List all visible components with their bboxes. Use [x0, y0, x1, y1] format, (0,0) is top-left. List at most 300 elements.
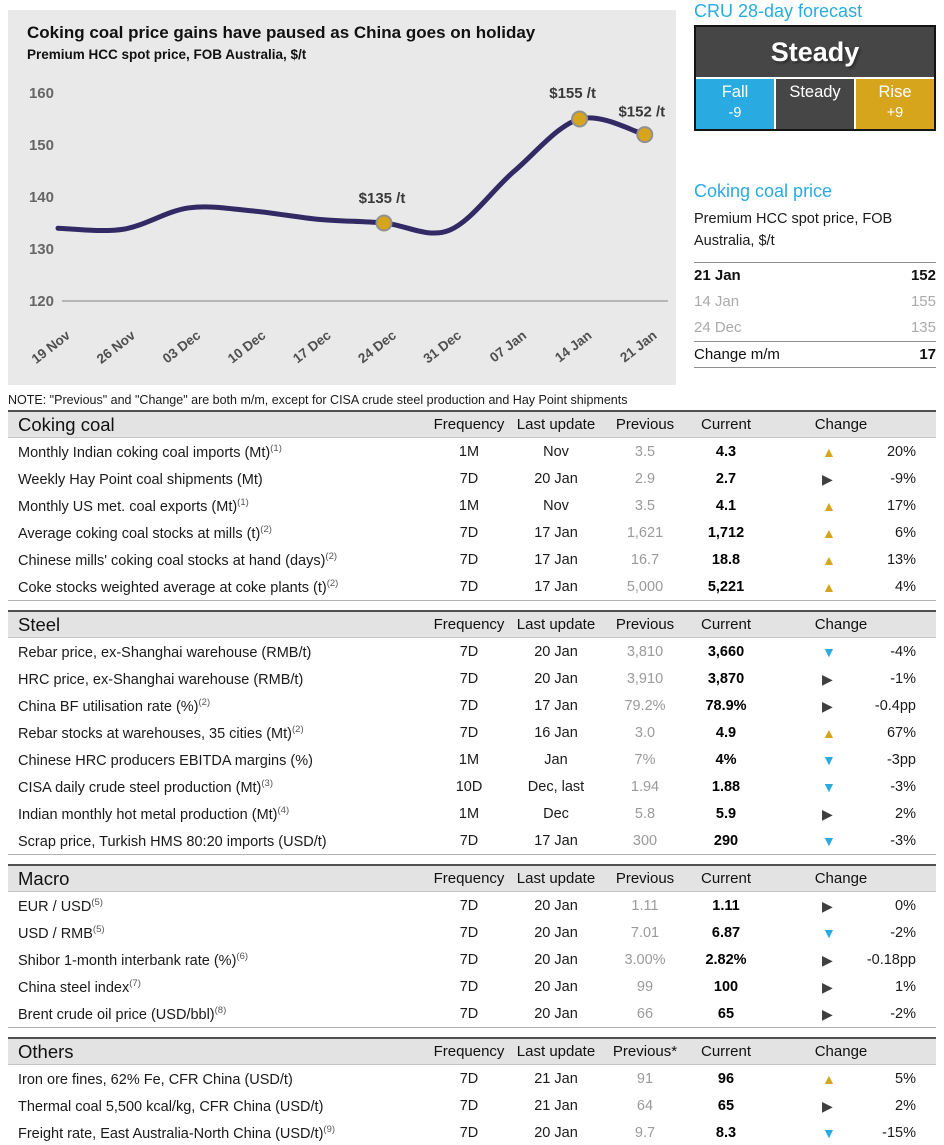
- metric-label: Rebar stocks at warehouses, 35 cities $(Mt)^{(2)}$: [18, 723, 304, 742]
- change-value: 17%: [886, 497, 916, 514]
- y-tick-label: 120: [28, 293, 54, 310]
- change-value: -9%: [890, 470, 916, 487]
- data-point-label: $155 /t: [549, 85, 596, 102]
- x-tick-label: 26 Nov: [93, 327, 139, 367]
- change-up-icon: ▲: [822, 524, 836, 541]
- previous-value: 3.0: [634, 724, 656, 741]
- metric-label: Weekly Hay Point coal shipments (Mt): [18, 471, 263, 488]
- x-tick-label: 14 Jan: [552, 327, 595, 366]
- change-cell: [766, 644, 936, 660]
- price-row: [694, 263, 936, 289]
- change-flat-icon: ▶: [822, 697, 833, 714]
- current-value: 4.9: [715, 724, 737, 741]
- y-tick-label: 160: [28, 85, 54, 102]
- chart-title: Coking coal price gains have paused as China goes on holiday: [27, 23, 536, 42]
- frequency-value: 10D: [455, 778, 483, 795]
- column-header-frequency: Frequency: [433, 870, 505, 887]
- table-row: [8, 1092, 936, 1119]
- current-value: 78.9%: [705, 697, 747, 714]
- change-value: -15%: [882, 1124, 916, 1141]
- table-row: [8, 465, 936, 492]
- change-value: -3pp: [886, 751, 916, 768]
- last-update-value: 20 Jan: [534, 670, 578, 687]
- change-down-icon: ▼: [822, 924, 836, 941]
- current-value: 4.3: [715, 443, 737, 460]
- current-value: 5,221: [707, 578, 745, 595]
- section-title: Macro: [18, 867, 70, 889]
- previous-value: 9.7: [634, 1124, 656, 1141]
- change-cell: [766, 444, 936, 460]
- change-up-icon: ▲: [822, 551, 836, 568]
- footnote-ref: (2): [326, 577, 339, 589]
- metrics-tables: [8, 410, 936, 1145]
- price-row-label: 21 Jan: [694, 267, 741, 285]
- section-body: [8, 638, 936, 854]
- price-row-value: 155: [910, 293, 936, 311]
- forecast-cell-steady: [776, 79, 854, 129]
- previous-value: 79.2%: [624, 697, 666, 714]
- current-value: 2.82%: [705, 951, 747, 968]
- x-tick-label: 17 Dec: [290, 327, 334, 367]
- price-row-label: Change m/m: [694, 345, 780, 363]
- frequency-value: 7D: [459, 470, 479, 487]
- section-title: Steel: [18, 613, 61, 635]
- frequency-value: 7D: [459, 1005, 479, 1022]
- previous-value: 3.00%: [624, 951, 666, 968]
- metric-label: Indian monthly hot metal production $(Mt)^{(4)}$: [18, 804, 290, 823]
- current-value: 8.3: [715, 1124, 737, 1141]
- price-chart-panel: [8, 10, 676, 385]
- current-value: 96: [717, 1070, 735, 1087]
- change-cell: [766, 498, 936, 514]
- last-update-value: Nov: [543, 443, 569, 460]
- x-tick-label: 24 Dec: [355, 327, 399, 367]
- change-value: 0%: [895, 897, 916, 914]
- change-up-icon: ▲: [822, 497, 836, 514]
- price-row-label: 14 Jan: [694, 293, 740, 311]
- change-up-icon: ▲: [822, 443, 836, 460]
- last-update-value: 17 Jan: [534, 578, 578, 595]
- footnote: NOTE: "Previous" and "Change" are both m/m, except for CISA crude steel production and Hay Point shipments: [8, 393, 628, 407]
- y-tick-label: 150: [28, 137, 54, 154]
- forecast-cell-label: Steady: [789, 83, 841, 101]
- forecast-heading: CRU 28-day forecast: [694, 1, 863, 21]
- footnote-ref: (2): [292, 723, 304, 735]
- current-value: 3,870: [707, 670, 745, 687]
- forecast-cell-label: Fall: [721, 83, 749, 101]
- previous-value: 1,621: [626, 524, 664, 541]
- price-panel-heading: Coking coal price: [694, 181, 833, 201]
- change-flat-icon: ▶: [822, 1097, 833, 1114]
- last-update-value: 20 Jan: [534, 1005, 578, 1022]
- change-cell: [766, 671, 936, 687]
- change-cell: [766, 952, 936, 968]
- column-header-last-update: Last update: [516, 416, 596, 433]
- table-row: [8, 665, 936, 692]
- change-down-icon: ▼: [822, 778, 836, 795]
- column-header-current: Current: [700, 870, 752, 887]
- change-value: 1%: [895, 978, 916, 995]
- column-header-change: Change: [814, 870, 868, 887]
- table-row: [8, 546, 936, 573]
- column-header-previous: Previous: [615, 416, 675, 433]
- last-update-value: 20 Jan: [534, 470, 578, 487]
- footnote-ref: (9): [323, 1123, 336, 1135]
- change-value: 6%: [895, 524, 916, 541]
- column-header-frequency: Frequency: [433, 616, 505, 633]
- metrics-section: [8, 610, 936, 855]
- chart-subtitle: Premium HCC spot price, FOB Australia, $/t: [27, 47, 307, 62]
- previous-value: 300: [632, 832, 658, 849]
- table-row: [8, 946, 936, 973]
- change-cell: [766, 806, 936, 822]
- change-cell: [766, 1006, 936, 1022]
- current-value: 18.8: [711, 551, 741, 568]
- change-up-icon: ▲: [822, 1070, 836, 1087]
- x-tick-label: 21 Jan: [617, 327, 660, 366]
- change-flat-icon: ▶: [822, 978, 833, 995]
- previous-value: 3,810: [626, 643, 664, 660]
- previous-value: 7.01: [630, 924, 660, 941]
- forecast-cells: [696, 79, 934, 129]
- section-header-row: [8, 410, 936, 438]
- change-value: -2%: [890, 1005, 916, 1022]
- change-cell: [766, 1098, 936, 1114]
- top-region: [0, 0, 944, 388]
- x-tick-label: 19 Nov: [28, 327, 73, 367]
- change-cell: [766, 1071, 936, 1087]
- table-row: [8, 1119, 936, 1145]
- frequency-value: 7D: [459, 1070, 479, 1087]
- change-cell: [766, 752, 936, 768]
- metric-label: CISA daily crude steel production $(Mt)^{(3)}$: [18, 777, 274, 796]
- frequency-value: 7D: [459, 924, 479, 941]
- previous-value: 66: [636, 1005, 654, 1022]
- section-header-row: [8, 610, 936, 638]
- metric-label: Freight rate, East Australia-North China $(USD/t)^{(9)}$: [18, 1123, 336, 1142]
- change-cell: [766, 1125, 936, 1141]
- forecast-cell-fall: [696, 79, 774, 129]
- change-flat-icon: ▶: [822, 951, 833, 968]
- current-value: 3,660: [707, 643, 745, 660]
- change-value: -4%: [890, 643, 916, 660]
- change-value: -2%: [890, 924, 916, 941]
- previous-value: 91: [636, 1070, 654, 1087]
- data-point-marker: [572, 112, 587, 127]
- footnote-ref: (6): [236, 950, 249, 962]
- footnote-ref: (1): [237, 496, 249, 508]
- y-tick-label: 130: [28, 241, 54, 258]
- metric-label: Average coking coal stocks at mills $(t)^{(2)}$: [18, 523, 272, 542]
- table-row: [8, 1000, 936, 1027]
- column-header-previous: Previous*: [612, 1043, 678, 1060]
- change-value: 4%: [895, 578, 916, 595]
- price-row-value: 17: [919, 345, 936, 363]
- price-row-value: 135: [910, 319, 936, 337]
- forecast-cell-label: Rise: [878, 83, 912, 101]
- change-up-icon: ▲: [822, 578, 836, 595]
- frequency-value: 7D: [459, 578, 479, 595]
- change-cell: [766, 725, 936, 741]
- section-body: [8, 438, 936, 600]
- footnote-ref: (8): [214, 1004, 227, 1016]
- table-row: [8, 919, 936, 946]
- current-value: 290: [713, 832, 739, 849]
- frequency-value: 1M: [458, 751, 480, 768]
- footnote-ref: (3): [261, 777, 274, 789]
- column-header-previous: Previous: [615, 870, 675, 887]
- change-cell: [766, 898, 936, 914]
- column-header-last-update: Last update: [516, 616, 596, 633]
- current-value: 4%: [715, 751, 737, 768]
- footnote-ref: (2): [198, 696, 211, 708]
- x-tick-label: 10 Dec: [224, 327, 269, 367]
- previous-value: 16.7: [630, 551, 660, 568]
- previous-value: 1.94: [630, 778, 660, 795]
- last-update-value: 16 Jan: [534, 724, 578, 741]
- price-row: [694, 341, 936, 367]
- last-update-value: 17 Jan: [534, 524, 578, 541]
- table-row: [8, 973, 936, 1000]
- column-header-change: Change: [814, 416, 868, 433]
- metrics-section: [8, 410, 936, 601]
- change-down-icon: ▼: [822, 1124, 836, 1141]
- previous-value: 64: [636, 1097, 654, 1114]
- data-point-marker: [377, 216, 392, 231]
- previous-value: 3.5: [634, 497, 656, 514]
- column-header-previous: Previous: [615, 616, 675, 633]
- coking-coal-line-chart: [8, 10, 676, 385]
- section-body: [8, 1065, 936, 1145]
- last-update-value: Jan: [544, 751, 568, 768]
- previous-value: 3.5: [634, 443, 656, 460]
- change-down-icon: ▼: [822, 643, 836, 660]
- price-mini-table: [694, 262, 936, 368]
- price-row: [694, 315, 936, 341]
- table-row: [8, 692, 936, 719]
- change-flat-icon: ▶: [822, 897, 833, 914]
- metric-label: Monthly Indian coking coal imports $(Mt)^{(1)}$: [18, 442, 282, 461]
- change-cell: [766, 525, 936, 541]
- footnote-ref: (5): [92, 923, 105, 935]
- metric-label: Iron ore fines, 62% Fe, CFR China (USD/t): [18, 1071, 293, 1088]
- change-cell: [766, 925, 936, 941]
- section-header-row: [8, 1037, 936, 1065]
- column-header-change: Change: [814, 1043, 868, 1060]
- metric-label: Monthly US met. coal exports $(Mt)^{(1)}$: [18, 496, 249, 515]
- previous-value: 3,910: [626, 670, 664, 687]
- price-row-value: 152: [910, 267, 936, 285]
- section-title: Coking coal: [18, 413, 115, 435]
- change-value: -0.4pp: [874, 697, 916, 714]
- previous-value: 7%: [634, 751, 656, 768]
- forecast-box: [694, 25, 936, 131]
- x-tick-label: 31 Dec: [420, 327, 465, 367]
- change-cell: [766, 979, 936, 995]
- price-panel-subtitle: Premium HCC spot price, FOB Australia, $/t: [694, 211, 893, 250]
- forecast-cell-value: +9: [886, 105, 904, 121]
- change-value: 67%: [886, 724, 916, 741]
- frequency-value: 7D: [459, 524, 479, 541]
- right-panel: [694, 0, 936, 368]
- frequency-value: 7D: [459, 697, 479, 714]
- price-row: [694, 289, 936, 315]
- last-update-value: 20 Jan: [534, 897, 578, 914]
- change-cell: [766, 833, 936, 849]
- change-value: 2%: [895, 805, 916, 822]
- previous-value: 5.8: [634, 805, 656, 822]
- change-value: 2%: [895, 1097, 916, 1114]
- change-flat-icon: ▶: [822, 805, 833, 822]
- last-update-value: 20 Jan: [534, 978, 578, 995]
- metric-label: Scrap price, Turkish HMS 80:20 imports (USD/t): [18, 833, 327, 850]
- change-flat-icon: ▶: [822, 470, 833, 487]
- metric-label: USD / RMB$^{(5)}$: [18, 923, 105, 942]
- change-flat-icon: ▶: [822, 1005, 833, 1022]
- change-value: 5%: [895, 1070, 916, 1087]
- frequency-value: 7D: [459, 551, 479, 568]
- x-tick-label: 03 Dec: [159, 327, 204, 367]
- price-row-label: 24 Dec: [694, 319, 742, 337]
- current-value: 4.1: [715, 497, 737, 514]
- section-title: Others: [18, 1040, 74, 1062]
- table-row: [8, 492, 936, 519]
- last-update-value: Nov: [543, 497, 569, 514]
- y-tick-label: 140: [28, 189, 54, 206]
- frequency-value: 7D: [459, 978, 479, 995]
- metric-label: Coke stocks weighted average at coke plants $(t)^{(2)}$: [18, 577, 339, 596]
- frequency-value: 7D: [459, 897, 479, 914]
- current-value: 65: [717, 1005, 735, 1022]
- change-value: 20%: [886, 443, 916, 460]
- footnote-ref: (2): [325, 550, 338, 562]
- price-line: [58, 118, 645, 233]
- footnote-ref: (5): [91, 896, 103, 908]
- last-update-value: 20 Jan: [534, 643, 578, 660]
- frequency-value: 7D: [459, 643, 479, 660]
- frequency-value: 1M: [458, 497, 480, 514]
- last-update-value: 21 Jan: [534, 1097, 578, 1114]
- change-cell: [766, 779, 936, 795]
- previous-value: 5,000: [626, 578, 664, 595]
- table-row: [8, 800, 936, 827]
- x-tick-label: 07 Jan: [486, 327, 530, 366]
- change-cell: [766, 579, 936, 595]
- current-value: 1.11: [712, 897, 740, 914]
- metric-label: Chinese mills' coking coal stocks at hand (days)$^{(2)}$: [18, 550, 338, 569]
- data-point-label: $152 /t: [618, 103, 666, 121]
- table-row: [8, 638, 936, 665]
- metric-label: HRC price, ex-Shanghai warehouse (RMB/t): [18, 671, 304, 688]
- data-point-label: $135 /t: [358, 190, 406, 207]
- metrics-section: [8, 1037, 936, 1145]
- section-body: [8, 892, 936, 1027]
- change-value: -3%: [890, 778, 916, 795]
- previous-value: 1.11: [631, 897, 659, 914]
- forecast-main-value: Steady: [696, 27, 934, 77]
- forecast-cell-rise: [856, 79, 934, 129]
- current-value: 1,712: [707, 524, 745, 541]
- change-cell: [766, 698, 936, 714]
- table-row: [8, 1065, 936, 1092]
- column-header-frequency: Frequency: [433, 1043, 505, 1060]
- last-update-value: 20 Jan: [534, 951, 578, 968]
- metric-label: Shibor 1-month interbank rate (%)$^{(6)}$: [18, 950, 249, 969]
- current-value: 6.87: [711, 924, 741, 941]
- change-value: -1%: [890, 670, 916, 687]
- column-header-last-update: Last update: [516, 1043, 596, 1060]
- current-value: 5.9: [715, 805, 737, 822]
- table-row: [8, 438, 936, 465]
- frequency-value: 1M: [458, 805, 480, 822]
- forecast-cell-value: -9: [728, 105, 742, 121]
- last-update-value: 20 Jan: [534, 924, 578, 941]
- column-header-current: Current: [700, 616, 752, 633]
- previous-value: 99: [636, 978, 654, 995]
- table-row: [8, 746, 936, 773]
- change-value: -0.18pp: [866, 951, 916, 968]
- table-row: [8, 892, 936, 919]
- metric-label: Rebar price, ex-Shanghai warehouse (RMB/t): [18, 644, 312, 661]
- column-header-change: Change: [814, 616, 868, 633]
- metric-label: Chinese HRC producers EBITDA margins (%): [18, 752, 313, 769]
- change-cell: [766, 471, 936, 487]
- frequency-value: 7D: [459, 1124, 479, 1141]
- last-update-value: Dec: [543, 805, 569, 822]
- footnote-ref: (1): [270, 442, 282, 454]
- previous-value: 2.9: [634, 470, 656, 487]
- metric-label: Thermal coal 5,500 kcal/kg, CFR China (USD/t): [18, 1098, 324, 1115]
- last-update-value: 17 Jan: [534, 697, 578, 714]
- table-row: [8, 573, 936, 600]
- column-header-last-update: Last update: [516, 870, 596, 887]
- frequency-value: 7D: [459, 670, 479, 687]
- last-update-value: 21 Jan: [534, 1070, 578, 1087]
- change-flat-icon: ▶: [822, 670, 833, 687]
- column-header-frequency: Frequency: [433, 416, 505, 433]
- last-update-value: Dec, last: [527, 778, 585, 795]
- last-update-value: 20 Jan: [534, 1124, 578, 1141]
- table-row: [8, 719, 936, 746]
- footnote-ref: (2): [260, 523, 272, 535]
- section-header-row: [8, 864, 936, 892]
- current-value: 65: [717, 1097, 735, 1114]
- change-up-icon: ▲: [822, 724, 836, 741]
- change-down-icon: ▼: [822, 832, 836, 849]
- footnote-ref: (7): [129, 977, 141, 989]
- current-value: 1.88: [711, 778, 741, 795]
- data-point-marker: [637, 127, 652, 142]
- metric-label: China steel index$^{(7)}$: [18, 977, 141, 996]
- metric-label: EUR / USD$^{(5)}$: [18, 896, 103, 915]
- frequency-value: 7D: [459, 951, 479, 968]
- table-row: [8, 519, 936, 546]
- table-row: [8, 827, 936, 854]
- change-down-icon: ▼: [822, 751, 836, 768]
- table-row: [8, 773, 936, 800]
- metrics-section: [8, 864, 936, 1028]
- change-cell: [766, 552, 936, 568]
- current-value: 100: [713, 978, 739, 995]
- change-value: -3%: [890, 832, 916, 849]
- last-update-value: 17 Jan: [534, 551, 578, 568]
- change-value: 13%: [886, 551, 916, 568]
- last-update-value: 17 Jan: [534, 832, 578, 849]
- frequency-value: 1M: [458, 443, 480, 460]
- column-header-current: Current: [700, 416, 752, 433]
- footnote-ref: (4): [277, 804, 290, 816]
- frequency-value: 7D: [459, 1097, 479, 1114]
